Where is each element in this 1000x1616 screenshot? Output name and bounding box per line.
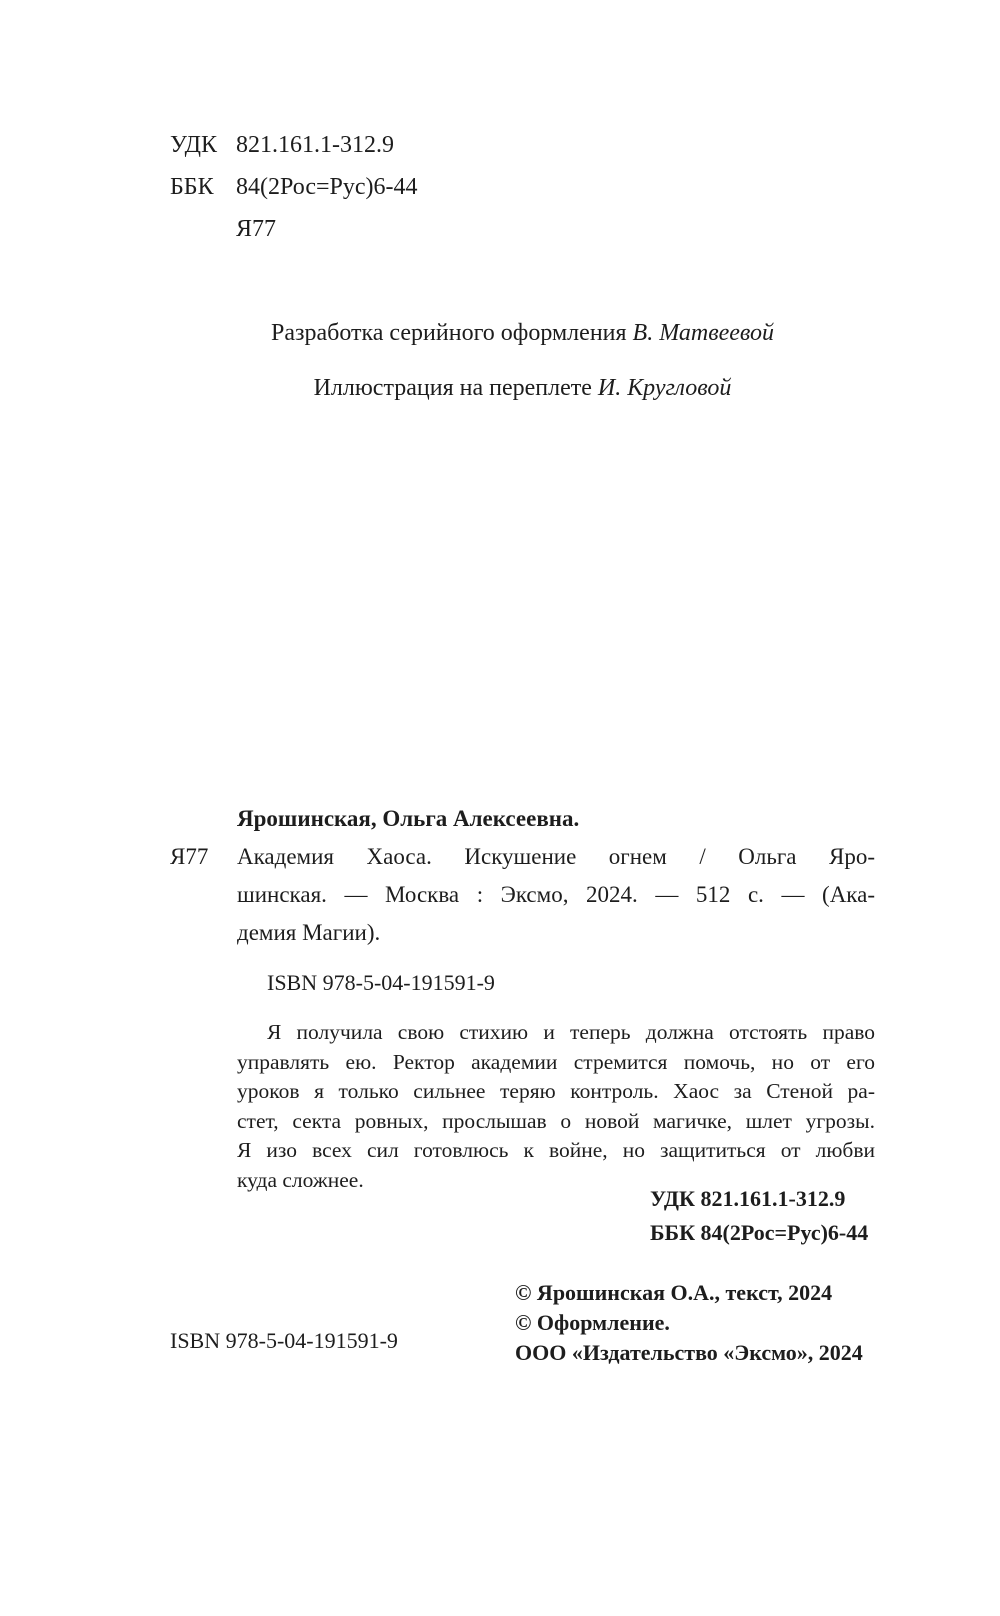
annotation-line: стет, секта ровных, прослышав о новой магичке, шлет угрозы. [237,1108,875,1133]
classification-codes-bottom [650,1182,868,1250]
author-sign: Я77 [236,216,277,242]
udk-label: УДК [170,132,217,158]
author-sign-row [170,208,418,250]
cover-illustration-credit-name: И. Кругловой [597,375,732,401]
bbk-bottom: ББК 84(2Рос=Рус)6-44 [650,1220,869,1245]
bibliographic-entry [237,800,875,952]
copyright-line: ООО «Издательство «Эксмо», 2024 [515,1340,863,1365]
annotation-line: куда сложнее. [237,1167,364,1192]
entry-margin-code: Я77 [170,844,209,869]
annotation-line: уроков я только сильнее теряю контроль. Хаос за Стеной ра- [237,1079,875,1103]
udk-row [170,124,418,166]
annotation-line: Я изо всех сил готовлюсь к войне, но защититься от любви [237,1138,875,1162]
entry-author: Ярошинская, Ольга Алексеевна. [237,806,580,831]
series-design-credit [170,318,875,348]
copyright-block [515,1278,863,1368]
series-design-credit-name: В. Матвеевой [632,320,775,346]
cover-illustration-credit-text: Иллюстрация на переплете [313,375,598,401]
entry-description-line: шинская. — Москва : Эксмо, 2024. — 512 с. — (Ака- [237,882,875,907]
series-design-credit-text: Разработка серийного оформления [270,320,633,346]
udk-bottom: УДК 821.161.1-312.9 [650,1186,846,1211]
entry-description-line: демия Магии). [237,920,381,945]
cover-illustration-credit [170,373,875,403]
footer-isbn: ISBN 978-5-04-191591-9 [170,1328,398,1353]
annotation-line: управлять ею. Ректор академии стремится помочь, но от его [237,1049,875,1074]
copyright-line: © Ярошинская О.А., текст, 2024 [515,1280,833,1305]
bbk-label: ББК [170,174,214,200]
bbk-row [170,166,418,208]
bbk-value: 84(2Рос=Рус)6-44 [236,174,418,200]
classification-codes [170,124,418,250]
annotation [237,1018,875,1195]
credits-block [170,318,875,428]
isbn-line: ISBN 978-5-04-191591-9 [267,970,495,995]
udk-value: 821.161.1-312.9 [236,132,394,158]
entry-description-line: Академия Хаоса. Искушение огнем / Ольга Яро- [237,844,875,869]
copyright-line: © Оформление. [515,1310,670,1335]
annotation-line: Я получила свою стихию и теперь должна отстоять право [267,1020,875,1044]
